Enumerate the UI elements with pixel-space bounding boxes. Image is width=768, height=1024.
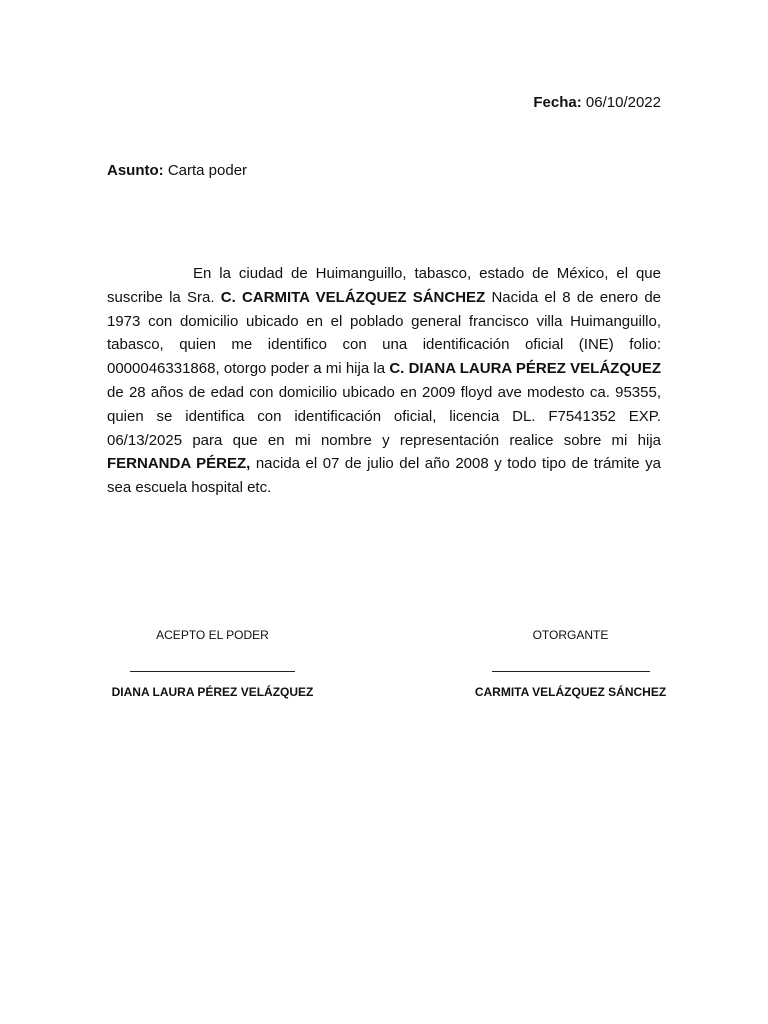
date-value: 06/10/2022 [585, 94, 661, 111]
minor-name: FERNANDA PÉREZ, [107, 455, 251, 473]
grantor-caption: OTORGANTE [532, 628, 609, 642]
body-paragraph [107, 262, 661, 500]
grantor-name: C. CARMITA VELÁZQUEZ SÁNCHEZ [220, 288, 486, 306]
subject-label: Asunto: [107, 162, 164, 179]
date-line [533, 94, 661, 111]
subject-value: Carta poder [167, 162, 248, 179]
body-text-2: Nacida el 8 de enero de 1973 con domicilio ubicado en el poblado general francisco villa Huimanguillo, tabasco, quien me identifico con una identificación oficial (INE) folio: 0000046331868, otorgo poder a mi hija la [107, 288, 662, 378]
grantor-signature-name: CARMITA VELÁZQUEZ SÁNCHEZ [474, 685, 667, 699]
grantee-name: C. DIANA LAURA PÉREZ VELÁZQUEZ [389, 360, 661, 378]
body-text-4: nacida el 07 de julio del año 2008 y todo tipo de trámite ya sea escuela hospital etc. [107, 455, 661, 497]
date-label: Fecha: [533, 94, 582, 111]
signature-block-acceptor [105, 626, 320, 700]
acceptor-caption: ACEPTO EL PODER [156, 628, 269, 642]
signature-block-grantor [468, 626, 673, 700]
subject-line [107, 162, 247, 179]
body-text-3: de 28 años de edad con domicilio ubicado en 2009 floyd ave modesto ca. 95355, quien se identifica con identificación oficial, licencia DL. F7541352 EXP. 06/13/2025 para que en mi nombre y representación realice sobre mi hija [107, 383, 661, 449]
acceptor-signature-line [130, 657, 295, 672]
acceptor-name: DIANA LAURA PÉREZ VELÁZQUEZ [111, 685, 314, 699]
grantor-signature-line [492, 657, 650, 672]
body-text-1: En la ciudad de Huimanguillo, tabasco, estado de México, el que suscribe la Sra. [107, 265, 661, 306]
